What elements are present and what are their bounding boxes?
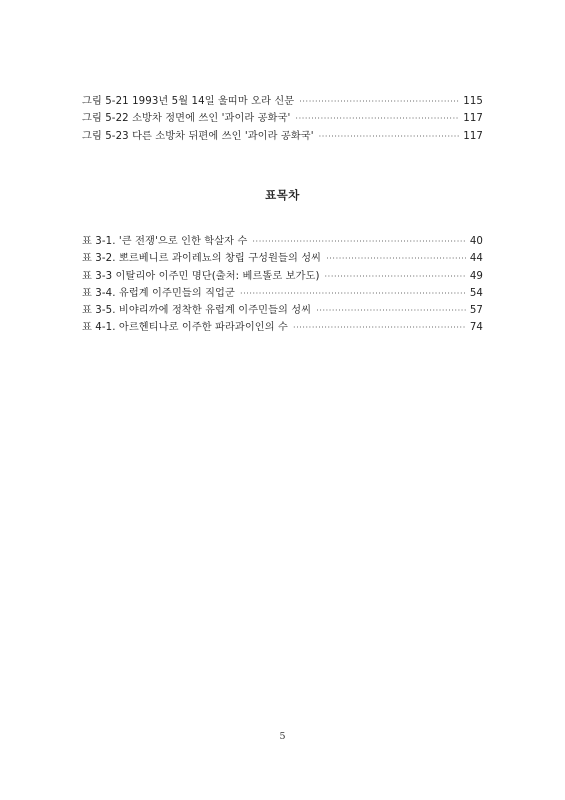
toc-entry-table-3-1 — [82, 233, 483, 250]
toc-entry-title: 그림 5-23 다른 소방차 뒤편에 쓰인 '과이라 공화국' — [82, 130, 314, 142]
toc-entry-page: 57 — [469, 305, 483, 317]
toc-entry-title: 표 3-1. '큰 전쟁'으로 인한 학살자 수 — [82, 236, 248, 247]
dot-leader — [299, 93, 459, 110]
toc-entry-figure-5-23 — [82, 128, 483, 145]
toc-entry-figure-5-22 — [82, 110, 483, 127]
toc-entry-table-3-2 — [82, 250, 483, 267]
toc-entry-page: 74 — [469, 322, 483, 334]
toc-entry-page: 49 — [469, 270, 483, 282]
dot-leader — [316, 302, 466, 319]
dot-leader — [295, 110, 459, 127]
dot-leader — [293, 319, 466, 336]
toc-entry-table-3-5 — [82, 302, 483, 319]
toc-entry-page: 44 — [469, 253, 483, 265]
dot-leader — [319, 128, 460, 145]
toc-entry-page: 115 — [463, 96, 483, 107]
toc-entry-page: 40 — [469, 236, 483, 247]
page-number: 5 — [279, 731, 286, 742]
tables-heading: 표목차 — [265, 188, 300, 202]
toc-entry-title: 표 3-5. 비야리까에 정착한 유럽계 이주민들의 성씨 — [82, 305, 312, 317]
toc-entry-title: 그림 5-22 소방차 정면에 쓰인 '과이라 공화국' — [82, 113, 291, 125]
dot-leader — [252, 233, 465, 250]
toc-entry-table-4-1 — [82, 319, 483, 336]
dot-leader — [326, 250, 466, 267]
dot-leader — [240, 285, 466, 302]
toc-entry-table-3-4 — [82, 285, 483, 302]
toc-entry-page: 117 — [463, 113, 483, 125]
toc-entry-title: 그림 5-21 1993년 5월 14일 울띠마 오라 신문 — [82, 96, 295, 107]
table-list — [82, 233, 483, 337]
figure-list — [82, 93, 483, 145]
toc-entry-page: 54 — [469, 287, 483, 299]
toc-entry-page: 117 — [463, 130, 483, 142]
toc-entry-table-3-3 — [82, 268, 483, 285]
toc-entry-figure-5-21 — [82, 93, 483, 110]
toc-entry-title: 표 3-2. 뽀르베니르 과이레뇨의 창립 구성원들의 성씨 — [82, 253, 322, 265]
dot-leader — [325, 268, 466, 285]
toc-entry-title: 표 4-1. 아르헨티나로 이주한 파라과이인의 수 — [82, 322, 288, 334]
toc-entry-title: 표 3-3 이탈리아 이주민 명단(출처: 베르똘로 보가도) — [82, 270, 320, 282]
toc-entry-title: 표 3-4. 유럽계 이주민들의 직업군 — [82, 287, 235, 299]
